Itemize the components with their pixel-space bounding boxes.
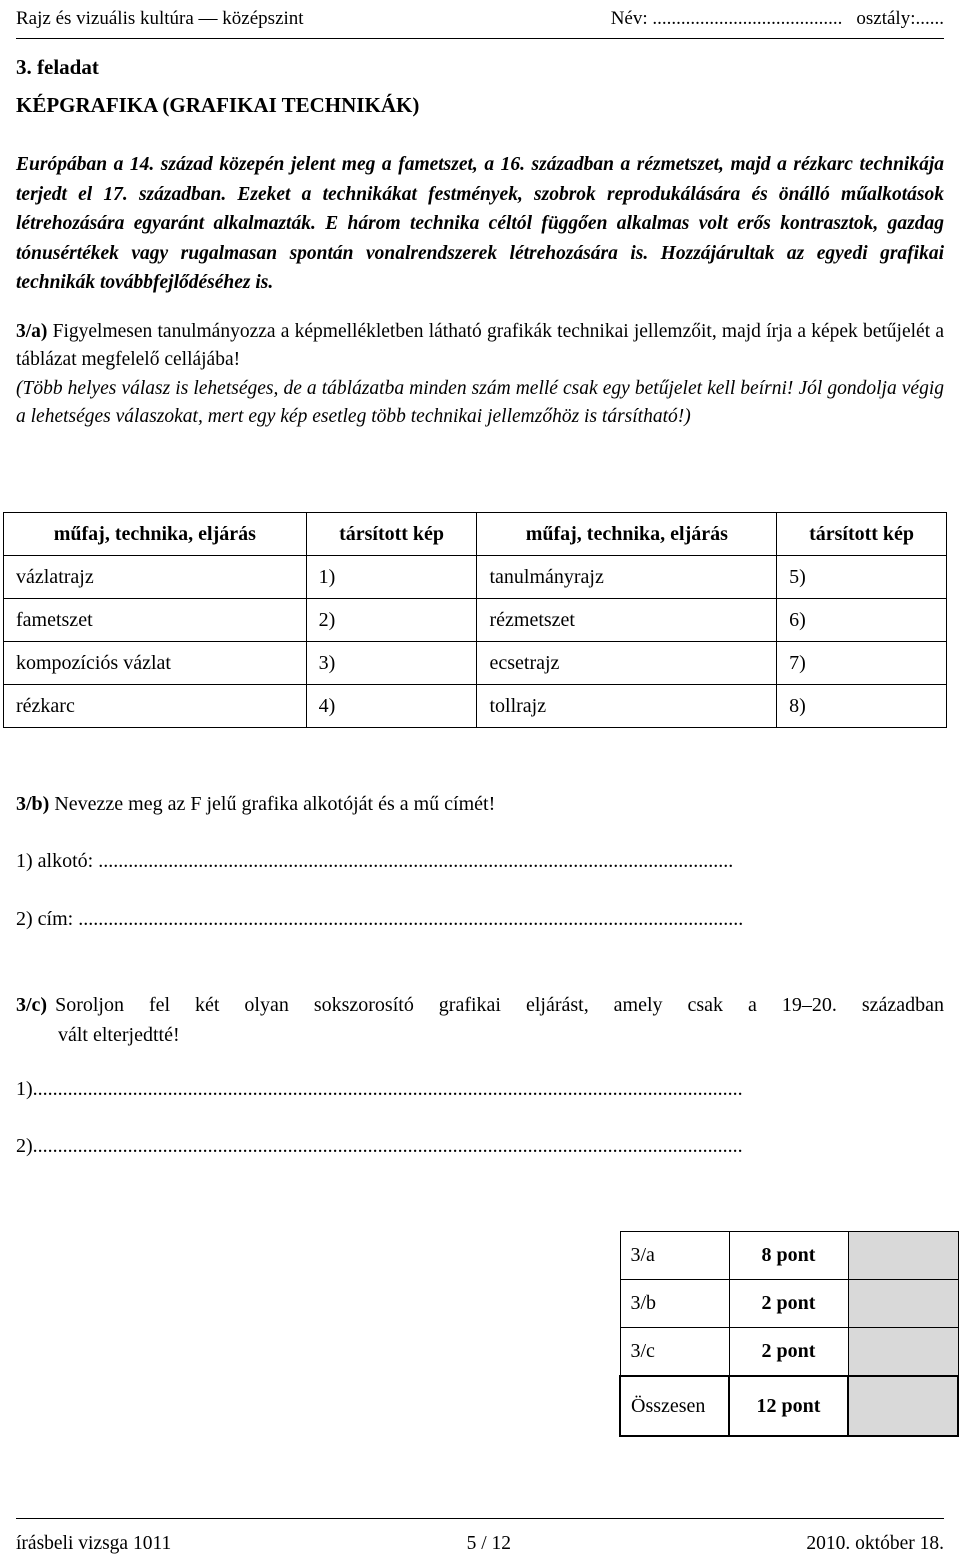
score-total-label: Összesen: [620, 1376, 729, 1436]
footer-exam-code: írásbeli vizsga 1011: [16, 1533, 172, 1554]
answer-table-header: [4, 513, 947, 556]
answer-cell[interactable]: 2): [306, 599, 477, 642]
technique-cell: tollrajz: [477, 685, 777, 728]
question-3b-text: Nevezze meg az F jelű grafika alkotóját és a mű címét!: [54, 793, 496, 815]
footer-date: 2010. október 18.: [806, 1533, 944, 1554]
score-item: 3/c: [620, 1328, 729, 1377]
question-3c-label: 3/c): [16, 994, 48, 1016]
score-table: [619, 1231, 959, 1437]
question-3c: [16, 990, 944, 1050]
score-item: 3/a: [620, 1232, 729, 1280]
header-subject: Rajz és vizuális kultúra — középszint: [16, 8, 304, 29]
task-title: KÉPGRAFIKA (GRAFIKAI TECHNIKÁK): [16, 93, 420, 117]
answer-cell[interactable]: 7): [777, 642, 947, 685]
technique-cell: vázlatrajz: [4, 556, 307, 599]
score-points: 2 pont: [729, 1328, 848, 1377]
answer-line-title[interactable]: 2) cím: .....................................................................................................................................: [16, 908, 744, 930]
score-input-cell[interactable]: [848, 1328, 958, 1377]
answer-cell[interactable]: 3): [306, 642, 477, 685]
table-row: [4, 685, 947, 728]
answer-line-1[interactable]: 1)..............................................................................................................................................: [16, 1078, 743, 1100]
answer-cell[interactable]: 8): [777, 685, 947, 728]
question-3c-text-cont: vált elterjedtté!: [58, 1024, 180, 1046]
header-cell: műfaj, technika, eljárás: [4, 513, 307, 556]
question-3b-label: 3/b): [16, 793, 50, 815]
question-3a-label: 3/a): [16, 320, 48, 342]
header-cell: társított kép: [306, 513, 477, 556]
score-points: 8 pont: [729, 1232, 848, 1280]
header-cell: műfaj, technika, eljárás: [477, 513, 777, 556]
task-intro: Európában a 14. század közepén jelent meg a fametszet, a 16. században a rézmetszet, majd a rézkarc technikája terjedt el 17. században. Ezeket a technikákat festmények, szobrok reprodukálására és önálló műalkotások létrehozására egyaránt alkalmazták. E három technika céltól függően alkalmas volt erős kontrasztok, gazdag tónusértékek vagy rugalmasan spontán vonalrendszerek létrehozására is. Hozzájárultak az egyedi grafikai technikák továbbfejlődéséhez is.: [16, 154, 944, 293]
technique-cell: rézkarc: [4, 685, 307, 728]
score-input-cell[interactable]: [848, 1232, 958, 1280]
table-row: [4, 599, 947, 642]
answer-cell[interactable]: 4): [306, 685, 477, 728]
header-cell: társított kép: [777, 513, 947, 556]
technique-cell: tanulmányrajz: [477, 556, 777, 599]
score-row: [620, 1280, 958, 1328]
task-content: [16, 52, 944, 432]
question-3c-text: Soroljon fel két olyan sokszorosító grafikai eljárást, amely csak a 19–20. században: [55, 994, 944, 1016]
score-total-points: 12 pont: [729, 1376, 848, 1436]
table-row: [4, 642, 947, 685]
score-item: 3/b: [620, 1280, 729, 1328]
score-total-row: [620, 1376, 958, 1436]
score-row: [620, 1232, 958, 1280]
header-class-field: osztály:......: [856, 8, 944, 29]
technique-cell: fametszet: [4, 599, 307, 642]
score-row: [620, 1328, 958, 1377]
technique-cell: rézmetszet: [477, 599, 777, 642]
score-points: 2 pont: [729, 1280, 848, 1328]
technique-cell: ecsetrajz: [477, 642, 777, 685]
technique-cell: kompozíciós vázlat: [4, 642, 307, 685]
score-input-cell[interactable]: [848, 1280, 958, 1328]
header-name-field: Név: ........................................: [610, 8, 843, 29]
answer-cell[interactable]: 5): [777, 556, 947, 599]
answer-cell[interactable]: 6): [777, 599, 947, 642]
answer-cell[interactable]: 1): [306, 556, 477, 599]
question-3a: [16, 318, 944, 375]
answer-line-artist[interactable]: 1) alkotó: ...............................................................................................................................: [16, 850, 734, 872]
task-number: 3. feladat: [16, 55, 99, 79]
score-total-input-cell[interactable]: [848, 1376, 958, 1436]
answer-table: [3, 512, 947, 728]
table-row: [4, 556, 947, 599]
question-3a-text: Figyelmesen tanulmányozza a képmellékletben látható grafikák technikai jellemzőit, majd írja a képek betűjelét a táblázat megfelelő cellájába!: [16, 320, 944, 370]
footer-page-number: 5 / 12: [466, 1533, 512, 1554]
page-header: [16, 0, 944, 39]
answer-line-2[interactable]: 2)..............................................................................................................................................: [16, 1135, 743, 1157]
question-3b: [16, 793, 495, 816]
question-3a-note: (Több helyes válasz is lehetséges, de a táblázatba minden szám mellé csak egy betűjelet kell beírni! Jól gondolja végig a lehetséges válaszokat, mert egy kép esetleg több technikai jellemzőhöz is társítható!): [16, 377, 944, 427]
page-footer: [16, 1518, 944, 1555]
